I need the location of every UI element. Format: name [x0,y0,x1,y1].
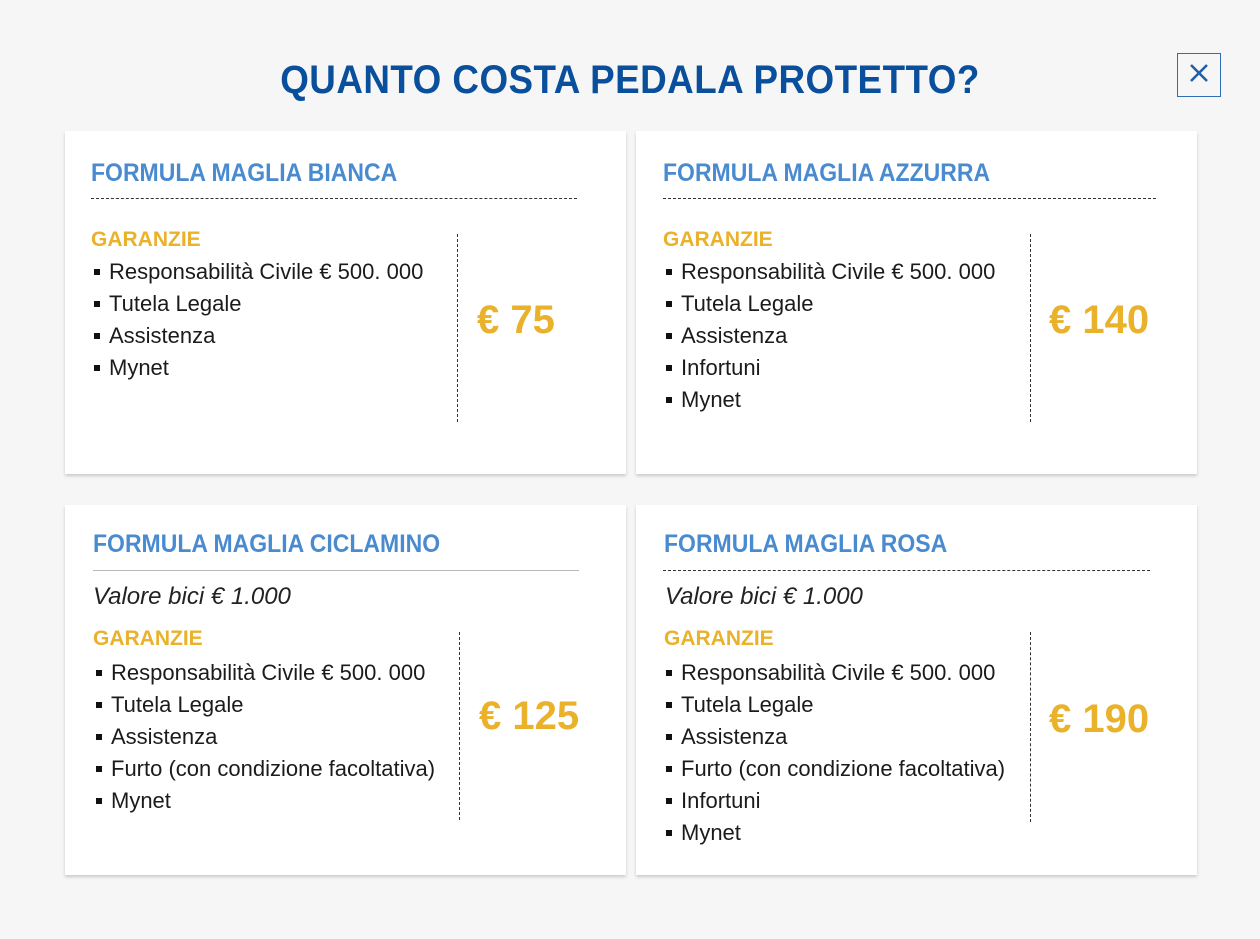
coverage-item: Tutela Legale [93,689,435,721]
price-separator [459,632,460,820]
coverage-item: Mynet [663,384,995,416]
garanzie-label: GARANZIE [93,627,203,650]
bullet-icon [666,365,672,371]
bullet-icon [94,365,100,371]
coverage-list [663,256,995,416]
plan-title: FORMULA MAGLIA ROSA [664,530,948,558]
bullet-icon [666,301,672,307]
plan-title: FORMULA MAGLIA CICLAMINO [93,530,441,558]
coverage-item: Tutela Legale [663,689,1005,721]
bullet-icon [96,670,102,676]
plan-title: FORMULA MAGLIA BIANCA [91,159,398,187]
price-separator [1030,632,1031,822]
garanzie-label: GARANZIE [91,228,201,251]
coverage-list [93,657,435,817]
coverage-item: Furto (con condizione facoltativa) [93,753,435,785]
coverage-item: Infortuni [663,352,995,384]
bullet-icon [666,702,672,708]
title-divider [93,570,579,571]
coverage-item: Responsabilità Civile € 500. 000 [663,256,995,288]
coverage-item: Mynet [91,352,423,384]
bullet-icon [96,798,102,804]
bullet-icon [666,830,672,836]
bullet-icon [666,269,672,275]
price-separator [457,234,458,422]
plan-title: FORMULA MAGLIA AZZURRA [663,159,991,187]
bullet-icon [94,269,100,275]
plan-card-bianca [65,131,626,474]
coverage-item: Responsabilità Civile € 500. 000 [663,657,1005,689]
coverage-item: Responsabilità Civile € 500. 000 [91,256,423,288]
title-divider [91,198,577,199]
bullet-icon [96,734,102,740]
coverage-item: Furto (con condizione facoltativa) [663,753,1005,785]
coverage-item: Assistenza [93,721,435,753]
bullet-icon [666,397,672,403]
bullet-icon [96,702,102,708]
bullet-icon [666,670,672,676]
price: € 190 [1049,697,1150,741]
bullet-icon [94,301,100,307]
bullet-icon [94,333,100,339]
bullet-icon [666,333,672,339]
coverage-list [663,657,1005,849]
plan-card-rosa [636,505,1197,875]
coverage-item: Mynet [93,785,435,817]
coverage-item: Tutela Legale [663,288,995,320]
coverage-item: Infortuni [663,785,1005,817]
bike-value: Valore bici € 1.000 [93,583,291,610]
modal-title: QUANTO COSTA PEDALA PROTETTO? [280,58,980,102]
coverage-item: Assistenza [91,320,423,352]
garanzie-label: GARANZIE [664,627,774,650]
coverage-item: Assistenza [663,721,1005,753]
garanzie-label: GARANZIE [663,228,773,251]
coverage-item: Tutela Legale [91,288,423,320]
coverage-item: Responsabilità Civile € 500. 000 [93,657,435,689]
bullet-icon [666,734,672,740]
plan-card-azzurra [636,131,1197,474]
plan-card-ciclamino [65,505,626,875]
bike-value: Valore bici € 1.000 [665,583,863,610]
coverage-list [91,256,423,384]
bullet-icon [96,766,102,772]
title-divider [663,198,1156,199]
bullet-icon [666,798,672,804]
close-button[interactable] [1177,53,1221,97]
price-separator [1030,234,1031,422]
bullet-icon [666,766,672,772]
price: € 140 [1049,298,1150,342]
coverage-item: Mynet [663,817,1005,849]
coverage-item: Assistenza [663,320,995,352]
title-divider [663,570,1150,571]
close-icon [1189,63,1209,88]
price: € 75 [477,298,555,342]
price: € 125 [479,694,580,738]
